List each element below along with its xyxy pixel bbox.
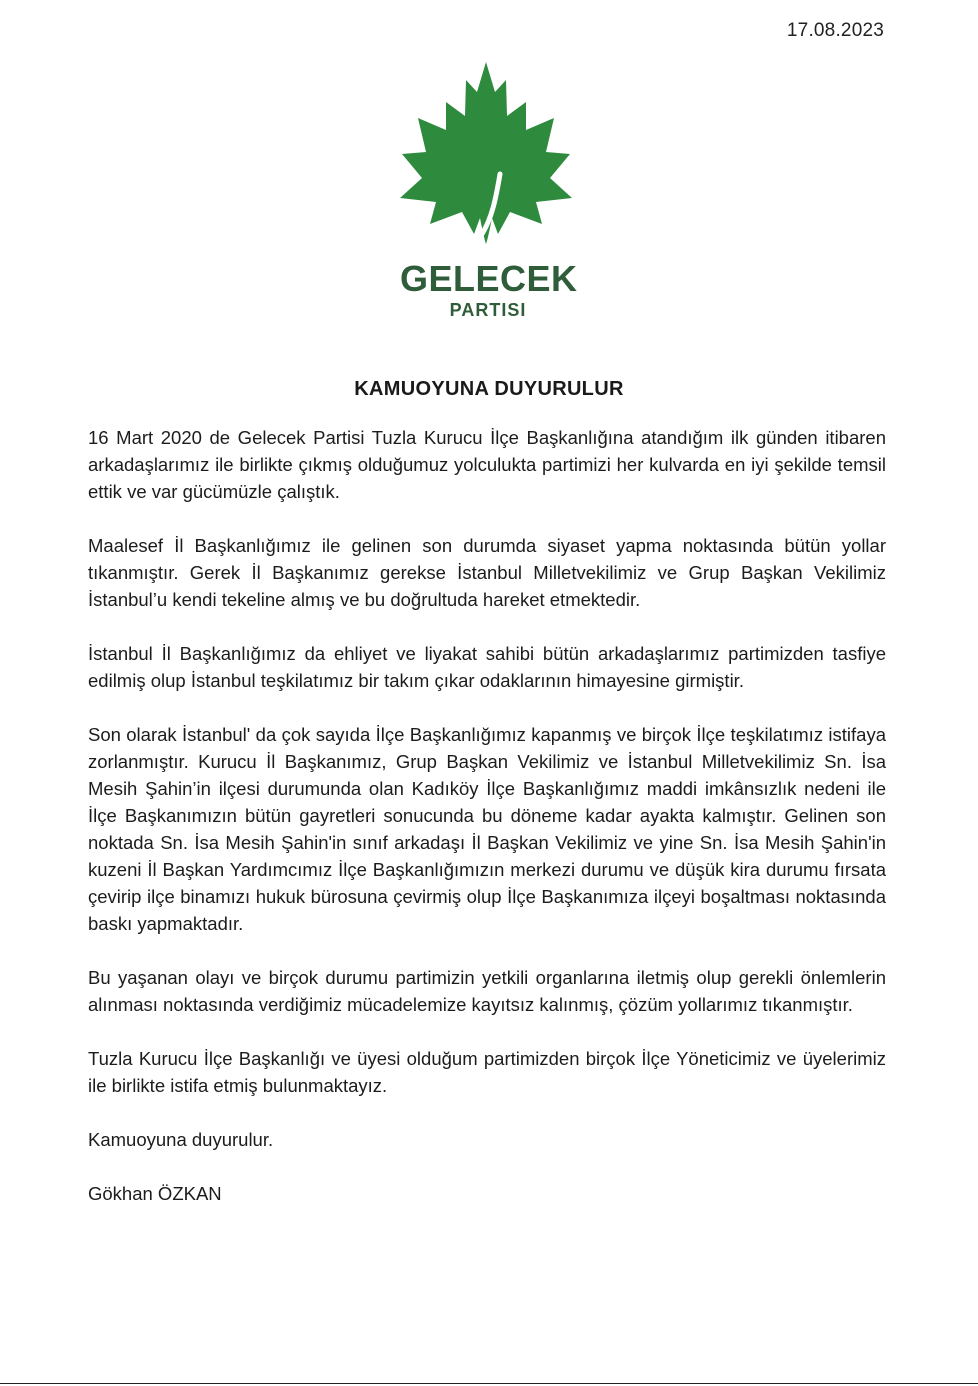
- party-logo: [400, 58, 576, 326]
- document-date: 17.08.2023: [786, 20, 884, 41]
- paragraph: Maalesef İl Başkanlığımız ile gelinen son durumda siyaset yapma noktasında bütün yollar tıkanmıştır. Gerek İl Başkanımız gerekse İstanbul Milletvekilimiz ve Grup Başkan Vekilimiz İstanbul’u kendi tekeline almış ve bu doğrultuda hareket etmektedir.: [88, 535, 886, 610]
- announcement-body: [88, 424, 886, 1207]
- paragraph: Tuzla Kurucu İlçe Başkanlığı ve üyesi olduğum partimizden birçok İlçe Yöneticimiz ve üyelerimiz ile birlikte istifa etmiş bulunmaktayız.: [88, 1048, 886, 1096]
- signature: Gökhan ÖZKAN: [88, 1183, 222, 1204]
- paragraph: İstanbul İl Başkanlığımız da ehliyet ve liyakat sahibi bütün arkadaşlarımız partimizden tasfiye edilmiş olup İstanbul teşkilatımız bir takım çıkar odaklarının himayesine girmiştir.: [88, 643, 886, 691]
- closing-line: Kamuoyuna duyurulur.: [88, 1129, 274, 1150]
- paragraph: Bu yaşanan olayı ve birçok durumu partimizin yetkili organlarına iletmiş olup gerekli önlemlerin alınması noktasında verdiğimiz mücadelemize kayıtsız kalınmış, çözüm yollarımız tıkanmıştır.: [88, 967, 886, 1015]
- logo-name: GELECEK: [400, 258, 578, 299]
- green-leaf-icon: [400, 58, 576, 248]
- bottom-divider: [0, 1383, 978, 1384]
- announcement-heading: KAMUOYUNA DUYURULUR: [354, 378, 624, 400]
- paragraph: Son olarak İstanbul' da çok sayıda İlçe Başkanlığımız kapanmış ve birçok İlçe teşkilatımız istifaya zorlanmıştır. Kurucu İl Başkanımız, Grup Başkan Vekilimiz ve İstanbul Milletvekilimiz Sn. İsa Mesih Şahin’in ilçesi durumunda olan Kadıköy İlçe Başkanlığımız maddi imkânsızlık nedeni ile İlçe Başkanımızın bütün gayretleri sonucunda bu döneme kadar ayakta kalmıştır. Gelinen son noktada Sn. İsa Mesih Şahin'in sınıf arkadaşı İl Başkan Vekilimiz ve yine Sn. İsa Mesih Şahin'in kuzeni İl Başkan Yardımcımız İlçe Başkanlığımızın merkezi durumu ve düşük kira durumu fırsata çevirip ilçe binamızı hukuk bürosuna çevirmiş olup İlçe Başkanımıza ilçeyi boşaltması noktasında baskı yapmaktadır.: [88, 724, 886, 934]
- paragraph: 16 Mart 2020 de Gelecek Partisi Tuzla Kurucu İlçe Başkanlığına atandığım ilk günden itibaren arkadaşlarımız ile birlikte çıkmış olduğumuz yolculukta partimizi her kulvarda en iyi şekilde temsil ettik ve var gücümüzle çalıştık.: [88, 427, 886, 502]
- logo-subtitle: PARTISI: [449, 300, 527, 320]
